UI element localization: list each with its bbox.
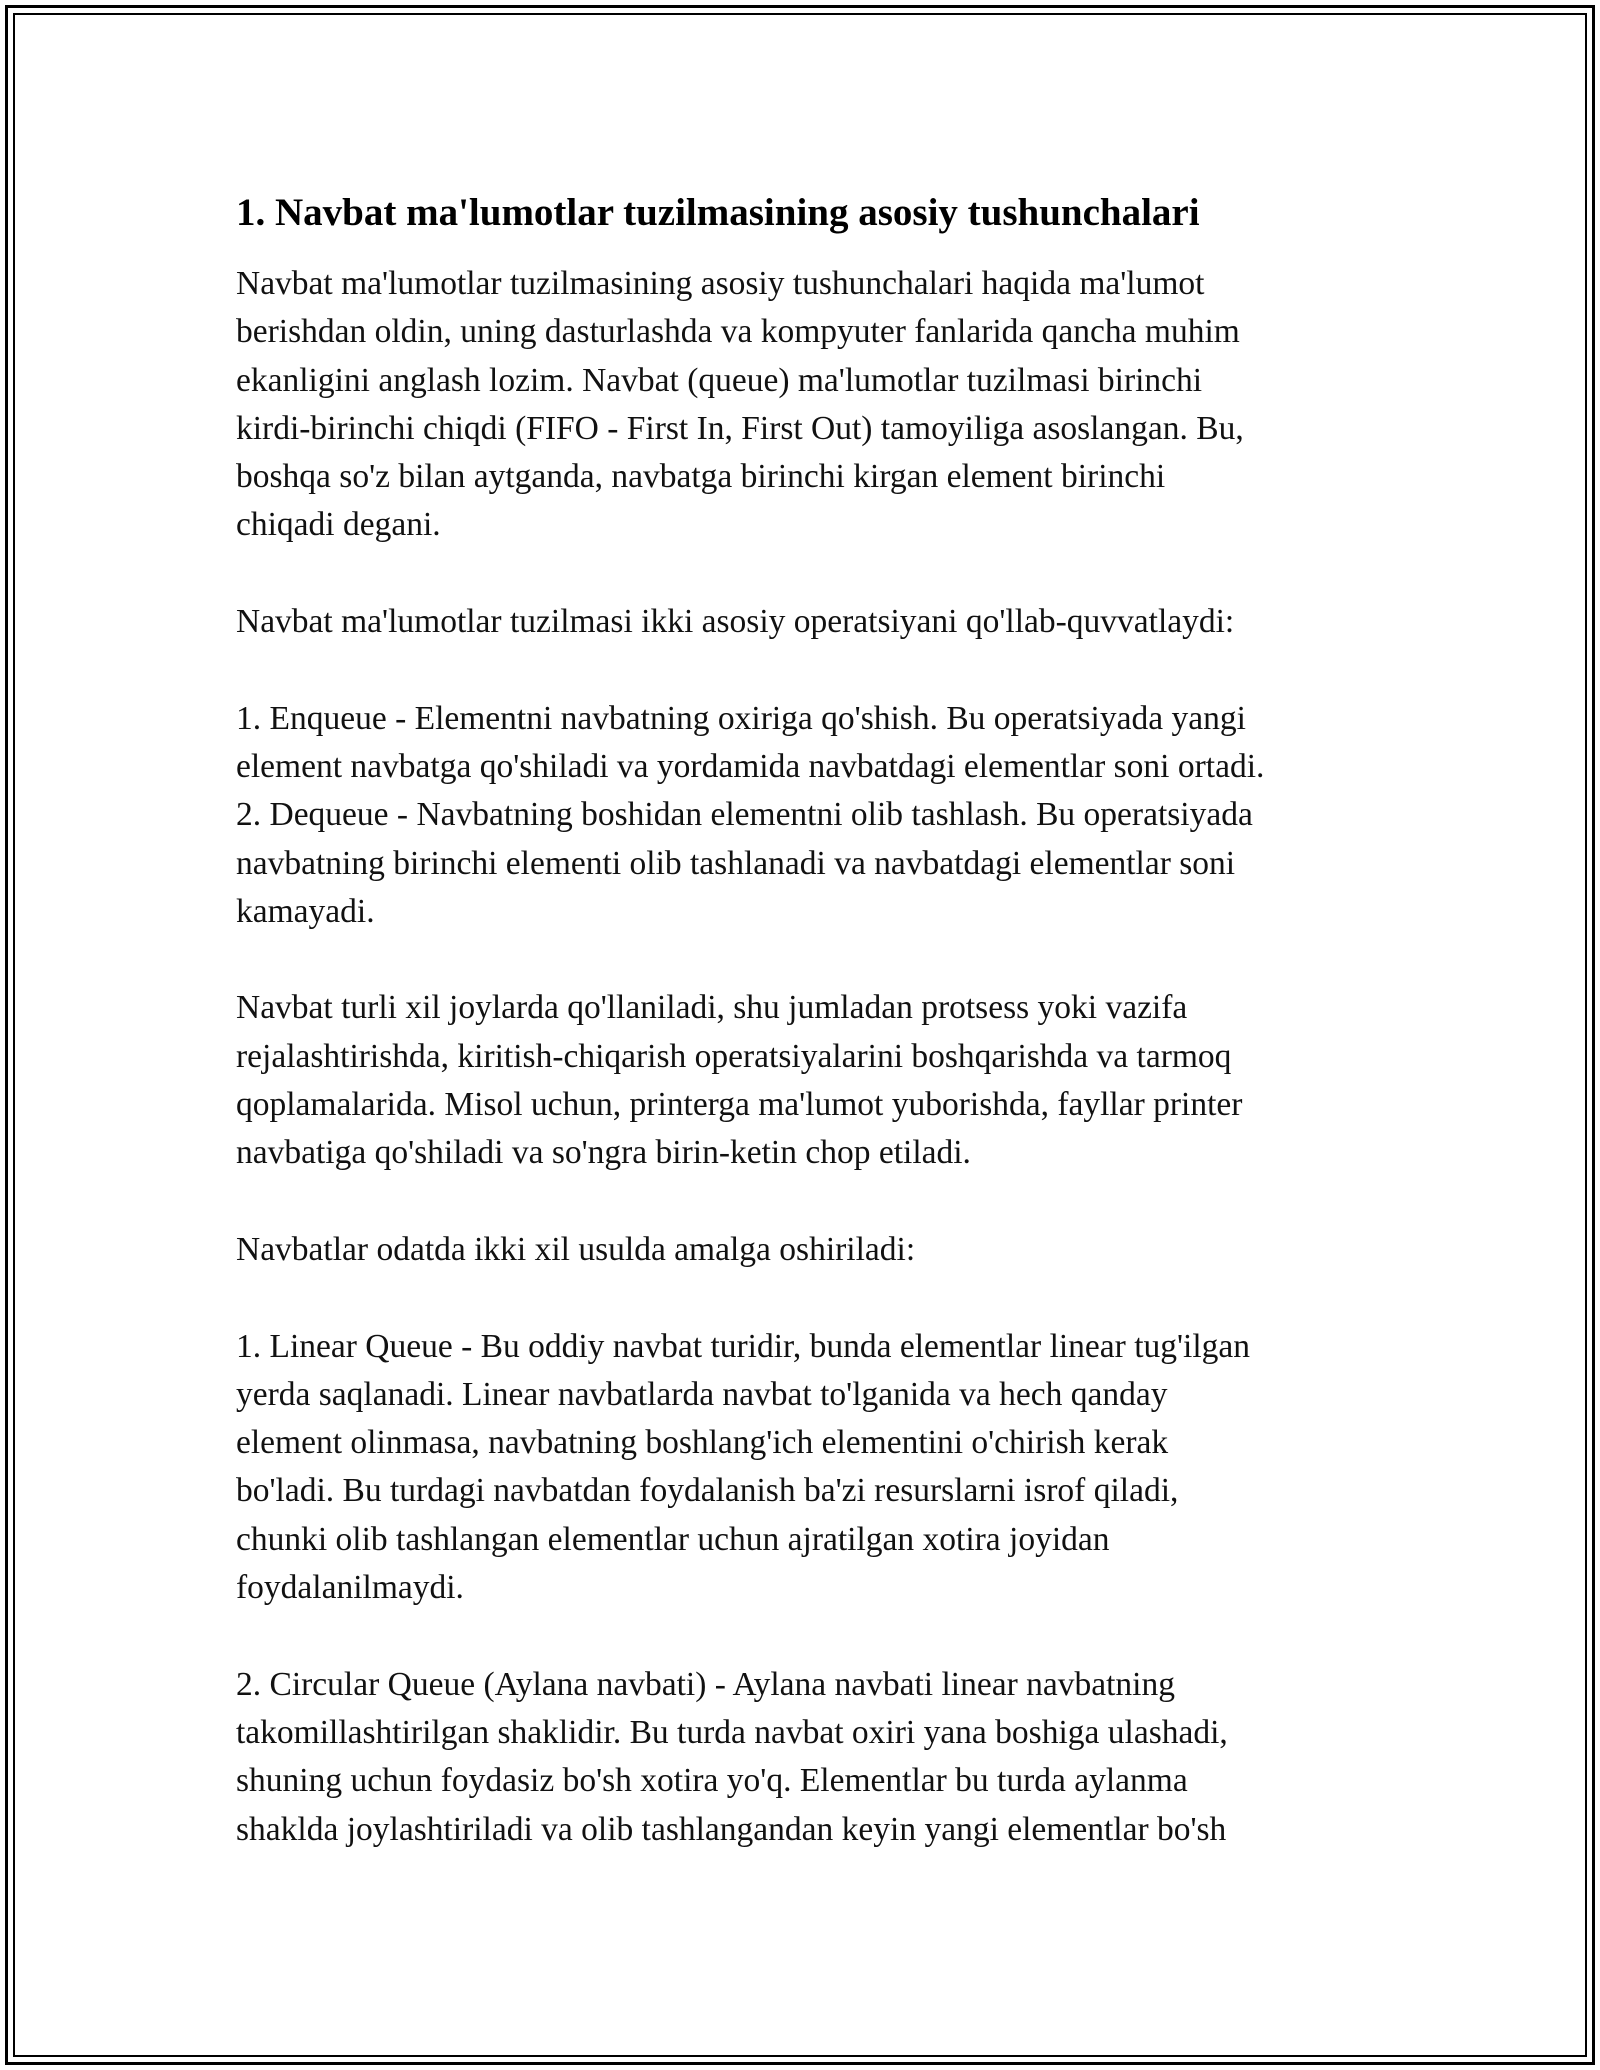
paragraph-list [236,260,1376,1854]
paragraph-intro: Navbat ma'lumotlar tuzilmasining asosiy tushunchalari haqida ma'lumot berishdan oldin, uning dasturlashda va kompyuter fanlarida qancha muhim ekanligini anglash lozim. Navbat (queue) ma'lumotlar tuzilmasi birinchi kirdi-birinchi chiqdi (FIFO - First In, First Out) tamoyiliga asoslangan. Bu, boshqa so'z bilan aytganda, navbatga birinchi kirgan element birinchi chiqadi degani. [236,265,1244,544]
paragraph-linear-queue: 1. Linear Queue - Bu oddiy navbat turidir, bunda elementlar linear tug'ilgan yerda saqlanadi. Linear navbatlarda navbat to'lganida va hech qanday element olinmasa, navbatning boshlang'ich elementini o'chirish kerak bo'ladi. Bu turdagi navbatdan foydalanish ba'zi resurslarni isrof qiladi, chunki olib tashlangan elementlar uchun ajratilgan xotira joyidan foydalanilmaydi. [236,1327,1251,1607]
paragraph-operations-intro: Navbat ma'lumotlar tuzilmasi ikki asosiy operatsiyani qo'llab-quvvatlaydi: [236,603,1235,641]
paragraph-implementations-intro: Navbatlar odatda ikki xil usulda amalga oshiriladi: [236,1230,916,1268]
document-body [236,188,1376,1854]
section-heading: 1. Navbat ma'lumotlar tuzilmasining asosiy tushunchalari [236,191,1200,234]
paragraph-operations-list: 1. Enqueue - Elementni navbatning oxiriga qo'shish. Bu operatsiyada yangi element navbatga qo'shiladi va yordamida navbatdagi elementlar soni ortadi. 2. Dequeue - Navbatning boshidan elementni olib tashlash. Bu operatsiyada navbatning birinchi elementi olib tashlanadi va navbatdagi elementlar soni kamayadi. [236,699,1265,930]
paragraph-usage: Navbat turli xil joylarda qo'llaniladi, shu jumladan protsess yoki vazifa rejalashtirishda, kiritish-chiqarish operatsiyalarini boshqarishda va tarmoq qoplamalarida. Misol uchun, printerga ma'lumot yuborishda, fayllar printer navbatiga qo'shiladi va so'ngra birin-ketin chop etiladi. [236,989,1243,1172]
paragraph-circular-queue: 2. Circular Queue (Aylana navbati) - Aylana navbati linear navbatning takomillashtirilgan shaklidir. Bu turda navbat oxiri yana boshiga ulashadi, shuning uchun foydasiz bo'sh xotira yo'q. Elementlar bu turda aylanma shaklda joylashtiriladi va olib tashlangandan keyin yangi elementlar bo'sh [236,1665,1228,1848]
